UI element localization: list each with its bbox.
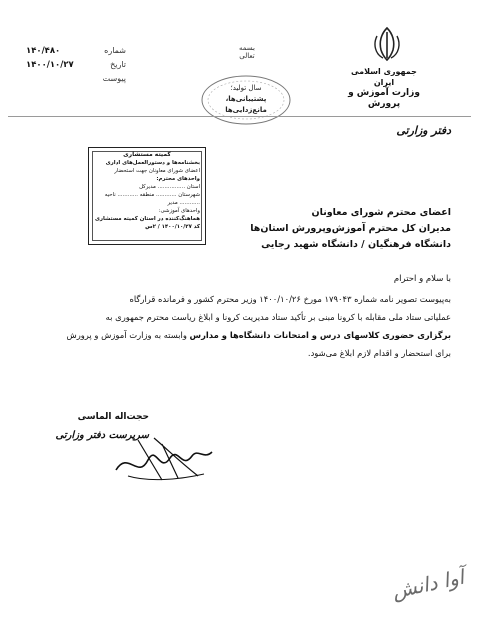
body-line: به‌پیوست تصویر نامه شماره ۱۷۹۰۴۳ مورخ ۱۴۰۰/۱۰/۲۶ وزیر محترم کشور و فرمانده قرارگاه	[129, 294, 451, 304]
recipient-line: مدیران کل محترم آموزش‌وپرورش استان‌ها	[250, 223, 451, 234]
date-label: تاریخ	[110, 60, 126, 69]
signer-title: سرپرست دفتر وزارتی	[55, 430, 149, 441]
body-emphasis: برگزاری حضوری کلاسهای درس و امتحانات دانشگاه‌ها و مدارس	[189, 330, 451, 340]
bismillah: بسمه تعالی	[239, 44, 255, 60]
attachment-row	[26, 72, 126, 86]
letter-body	[31, 290, 451, 362]
attachment-label: پیوست	[102, 74, 126, 83]
office-name: دفتر وزارتی	[396, 124, 451, 137]
ministry-line2: وزارت آموزش و پرورش	[348, 88, 420, 109]
letter-meta	[26, 44, 126, 86]
signer-name: حجت‌اله الماسی	[77, 412, 149, 422]
recipients	[191, 205, 451, 253]
watermark-logo: آوا دانش	[389, 564, 467, 604]
body-line-rest: وابسته به وزارت آموزش و پرورش	[66, 330, 190, 340]
ministry-name	[344, 66, 424, 110]
date-value: ۱۴۰۰/۱۰/۲۷	[26, 60, 74, 70]
number-value: ۱۴۰/۴۸۰	[26, 46, 61, 56]
year-title: سال تولید؛	[230, 84, 262, 92]
recipient-line: دانشگاه فرهنگیان / دانشگاه شهید رجایی	[261, 239, 451, 250]
number-row	[26, 44, 126, 58]
stamp-line: واحدهای محترم:	[156, 176, 200, 182]
iran-emblem-icon	[367, 24, 407, 64]
year-slogan-text: پشتیبانی‌ها، مانع‌زدایی‌ها	[225, 95, 267, 114]
stamp-line: کد ۱۴۰۰/۱۰/۲۷ / ۲س	[145, 224, 200, 230]
handwritten-signature-icon	[108, 430, 218, 490]
date-row	[26, 58, 126, 72]
referral-stamp	[88, 147, 206, 245]
stamp-line: واحدهای آموزشی:	[158, 208, 200, 214]
body-line: برای استحضار و اقدام لازم ابلاغ می‌شود.	[307, 348, 451, 358]
year-slogan	[205, 83, 287, 116]
greeting: با سلام و احترام	[393, 274, 451, 284]
stamp-line: بخشنامه‌ها و دستورالعمل‌های اداری	[105, 160, 200, 166]
stamp-line: استان ................ مدیرکل	[139, 184, 200, 190]
recipient-line: اعضای محترم شورای معاونان	[311, 207, 451, 218]
ministry-line1: جمهوری اسلامی ایران	[351, 67, 417, 87]
stamp-line: شهرستان ............ منطقه ............ ناحیه ............ مدیر	[104, 192, 200, 206]
number-label: شماره	[104, 46, 126, 55]
body-line: عملیاتی ستاد ملی مقابله با کرونا مبنی بر تأکید ستاد مدیریت کرونا و ابلاغ ریاست محترم جمهوری به	[105, 312, 451, 322]
stamp-title: کمیته مستشاری	[123, 151, 171, 158]
stamp-line: اعضای شورای معاونان جهت استحضار	[114, 168, 200, 174]
body-line	[31, 326, 451, 344]
header-divider	[8, 116, 471, 117]
stamp-line: هماهنگ‌کننده در استان کمیته مستشاری	[94, 216, 200, 222]
